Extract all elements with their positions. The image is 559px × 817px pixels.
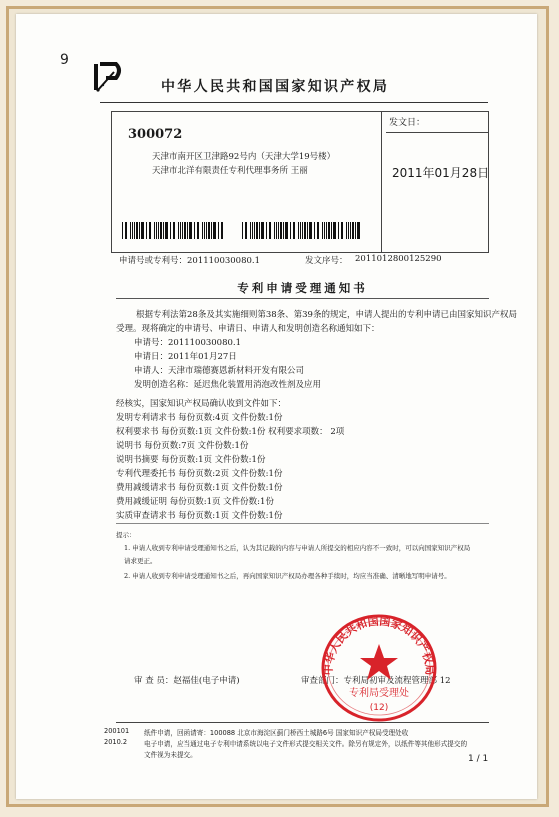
barcode-bar bbox=[290, 222, 291, 239]
barcode-bar bbox=[352, 222, 354, 239]
barcode-bar bbox=[245, 222, 247, 239]
barcode-bar bbox=[213, 222, 216, 239]
footer-line: 电子申请，应当通过电子专利申请系统以电子文件形式提交相关文件。除另有规定外，以纸件等其他形式提交的 bbox=[144, 740, 468, 748]
barcode-bar bbox=[132, 222, 133, 239]
address-box-divider bbox=[381, 111, 382, 253]
barcode-bar bbox=[173, 222, 175, 239]
barcode-bar bbox=[276, 222, 277, 239]
barcode-bar bbox=[307, 222, 308, 239]
barcode-bar bbox=[154, 222, 155, 239]
application-number-row bbox=[119, 254, 489, 266]
barcode-bar bbox=[309, 222, 312, 239]
notice-title: 专利申请受理通知书 bbox=[237, 281, 368, 295]
barcode-bar bbox=[348, 222, 349, 239]
barcode-bar bbox=[274, 222, 275, 239]
examiner-row: 审 查 员：赵福佳(电子申请) bbox=[134, 676, 240, 686]
barcode-bar bbox=[149, 222, 151, 239]
barcode-bar bbox=[182, 222, 183, 239]
barcode-bar bbox=[163, 222, 164, 239]
document-item: 实质审查请求书 每份页数:1页 文件份数:1份 bbox=[116, 511, 283, 521]
barcode-bar bbox=[259, 222, 260, 239]
serial-label: 发文序号： bbox=[305, 256, 348, 266]
document-item: 发明专利请求书 每份页数:4页 文件份数:1份 bbox=[116, 413, 283, 423]
header-divider bbox=[100, 102, 488, 103]
handwritten-mark: 9 bbox=[60, 52, 69, 68]
barcode-bar bbox=[261, 222, 264, 239]
barcode-bar bbox=[170, 222, 171, 239]
cnipa-logo-icon bbox=[92, 60, 124, 94]
barcode-bar bbox=[324, 222, 325, 239]
issue-date: 2011年01月28日 bbox=[392, 166, 490, 180]
barcode-bar bbox=[218, 222, 219, 239]
field-invention-title: 发明创造名称：延迟焦化装置用消泡改性剂及应用 bbox=[134, 380, 322, 390]
barcode-bar bbox=[355, 222, 356, 239]
check-intro: 经核实，国家知识产权局确认收到文件如下： bbox=[116, 399, 287, 409]
barcode-bar bbox=[156, 222, 157, 239]
barcode-bar bbox=[194, 222, 195, 239]
barcode-bar bbox=[134, 222, 135, 239]
barcode-bar bbox=[331, 222, 332, 239]
app-no: 201110030080.1 bbox=[187, 256, 261, 266]
barcode-bar bbox=[314, 222, 315, 239]
intro-line-1: 根据专利法第28条及其实施细则第38条、第39条的规定，申请人提出的专利申请已由国家知识产权局 bbox=[136, 310, 517, 320]
barcode-bar bbox=[293, 222, 295, 239]
issue-date-label: 发文日： bbox=[386, 113, 489, 133]
barcode-bar bbox=[250, 222, 251, 239]
barcode-bar bbox=[130, 222, 131, 239]
field-filing-date: 申请日：2011年01月27日 bbox=[134, 352, 237, 362]
barcode-bar bbox=[269, 222, 271, 239]
document-item: 说明书 每份页数:7页 文件份数:1份 bbox=[116, 441, 249, 451]
barcode-bar bbox=[180, 222, 181, 239]
barcode-bar bbox=[283, 222, 284, 239]
seal-ring-text: 中华人民共和国国家知识产权局 bbox=[321, 614, 437, 676]
barcode-bar bbox=[328, 222, 330, 239]
barcode-bar bbox=[184, 222, 186, 239]
hint-line: 2. 申请人收到专利申请受理通知书之后，再向国家知识产权局办理各种手续时，均应当准确、清晰地写明申请号。 bbox=[124, 572, 451, 580]
seal-code: (12) bbox=[369, 703, 389, 713]
barcode-bar bbox=[165, 222, 168, 239]
barcode-right bbox=[242, 222, 362, 239]
barcode-bar bbox=[146, 222, 147, 239]
barcode-bar bbox=[280, 222, 282, 239]
postcode: 300072 bbox=[128, 127, 183, 142]
recipient-address: 天津市南开区卫津路92号内（天津大学19号楼） bbox=[152, 152, 336, 162]
barcode-bar bbox=[300, 222, 301, 239]
footer-divider bbox=[116, 722, 489, 723]
barcode-bar bbox=[189, 222, 192, 239]
document-item: 专利代理委托书 每份页数:2页 文件份数:1份 bbox=[116, 469, 283, 479]
barcode-bar bbox=[208, 222, 210, 239]
barcode-bar bbox=[206, 222, 207, 239]
footer-line: 文件视为未提交。 bbox=[144, 751, 197, 759]
barcode-bar bbox=[326, 222, 327, 239]
barcode-bar bbox=[125, 222, 127, 239]
barcode-bar bbox=[254, 222, 255, 239]
barcode-bar bbox=[285, 222, 288, 239]
barcode-bar bbox=[202, 222, 203, 239]
recipient-agency: 天津市北洋有限责任专利代理事务所 王丽 bbox=[152, 166, 308, 176]
barcode-bar bbox=[252, 222, 253, 239]
barcode-bar bbox=[187, 222, 188, 239]
document-item: 费用减缓请求书 每份页数:1页 文件份数:1份 bbox=[116, 483, 283, 493]
barcode-bar bbox=[302, 222, 303, 239]
document-item: 说明书摘要 每份页数:1页 文件份数:1份 bbox=[116, 455, 266, 465]
barcode-bar bbox=[139, 222, 140, 239]
barcode-bar bbox=[341, 222, 343, 239]
barcode-bar bbox=[350, 222, 351, 239]
serial-no: 2011012800125290 bbox=[355, 254, 442, 264]
hint-line: 1. 申请人收到专利申请受理通知书之后，认为其记载的内容与申请人所提交的相应内容不一致时，可以向国家知识产权局 bbox=[124, 544, 471, 552]
barcode-bar bbox=[160, 222, 162, 239]
intro-line-2: 受理。现将确定的申请号、申请日、申请人和发明创造名称通知如下： bbox=[116, 324, 380, 334]
hints-divider bbox=[116, 523, 489, 524]
page-number: 1 / 1 bbox=[468, 754, 489, 764]
barcode-bar bbox=[122, 222, 123, 239]
footer-code: 2010.2 bbox=[104, 738, 128, 746]
barcode-bar bbox=[211, 222, 212, 239]
barcode-bar bbox=[158, 222, 159, 239]
footer-code: 200101 bbox=[104, 727, 130, 735]
barcode-bar bbox=[256, 222, 258, 239]
barcode-bar bbox=[204, 222, 205, 239]
barcode-bar bbox=[278, 222, 279, 239]
field-application-number: 申请号：201110030080.1 bbox=[134, 338, 242, 348]
document-page bbox=[16, 14, 537, 799]
hint-line: 请求更正。 bbox=[124, 557, 157, 565]
barcode-bar bbox=[242, 222, 243, 239]
seal-center-text: 专利局受理处 bbox=[349, 688, 409, 699]
barcode-bar bbox=[322, 222, 323, 239]
barcode-bar bbox=[221, 222, 223, 239]
barcode-bar bbox=[141, 222, 144, 239]
barcode-bar bbox=[333, 222, 336, 239]
department-row: 审查部门：专利局初审及流程管理部 12 bbox=[301, 676, 451, 686]
barcode-bar bbox=[317, 222, 319, 239]
title-divider bbox=[116, 298, 489, 299]
app-no-label: 申请号或专利号： bbox=[119, 256, 188, 266]
document-item: 费用减缓证明 每份页数:1页 文件份数:1份 bbox=[116, 497, 274, 507]
barcode-bar bbox=[357, 222, 360, 239]
footer-line: 纸件申请，回函请寄：100088 北京市海淀区蓟门桥西土城路6号 国家知识产权局受理处收 bbox=[144, 729, 409, 737]
barcode-bar bbox=[298, 222, 299, 239]
barcode-bar bbox=[338, 222, 339, 239]
barcode-bar bbox=[266, 222, 267, 239]
document-item: 权利要求书 每份页数:1页 文件份数:1份 权利要求项数： 2项 bbox=[116, 427, 345, 437]
office-name: 中华人民共和国国家知识产权局 bbox=[161, 79, 390, 95]
barcode-bar bbox=[178, 222, 179, 239]
barcode-bar bbox=[197, 222, 199, 239]
hints-label: 提示： bbox=[116, 531, 136, 539]
barcode-bar bbox=[136, 222, 138, 239]
barcode-bar bbox=[346, 222, 347, 239]
official-seal-icon bbox=[316, 608, 442, 724]
field-applicant: 申请人：天津市瑞德赛恩新材料开发有限公司 bbox=[134, 366, 305, 376]
barcode-left bbox=[122, 222, 226, 239]
barcode-bar bbox=[304, 222, 306, 239]
